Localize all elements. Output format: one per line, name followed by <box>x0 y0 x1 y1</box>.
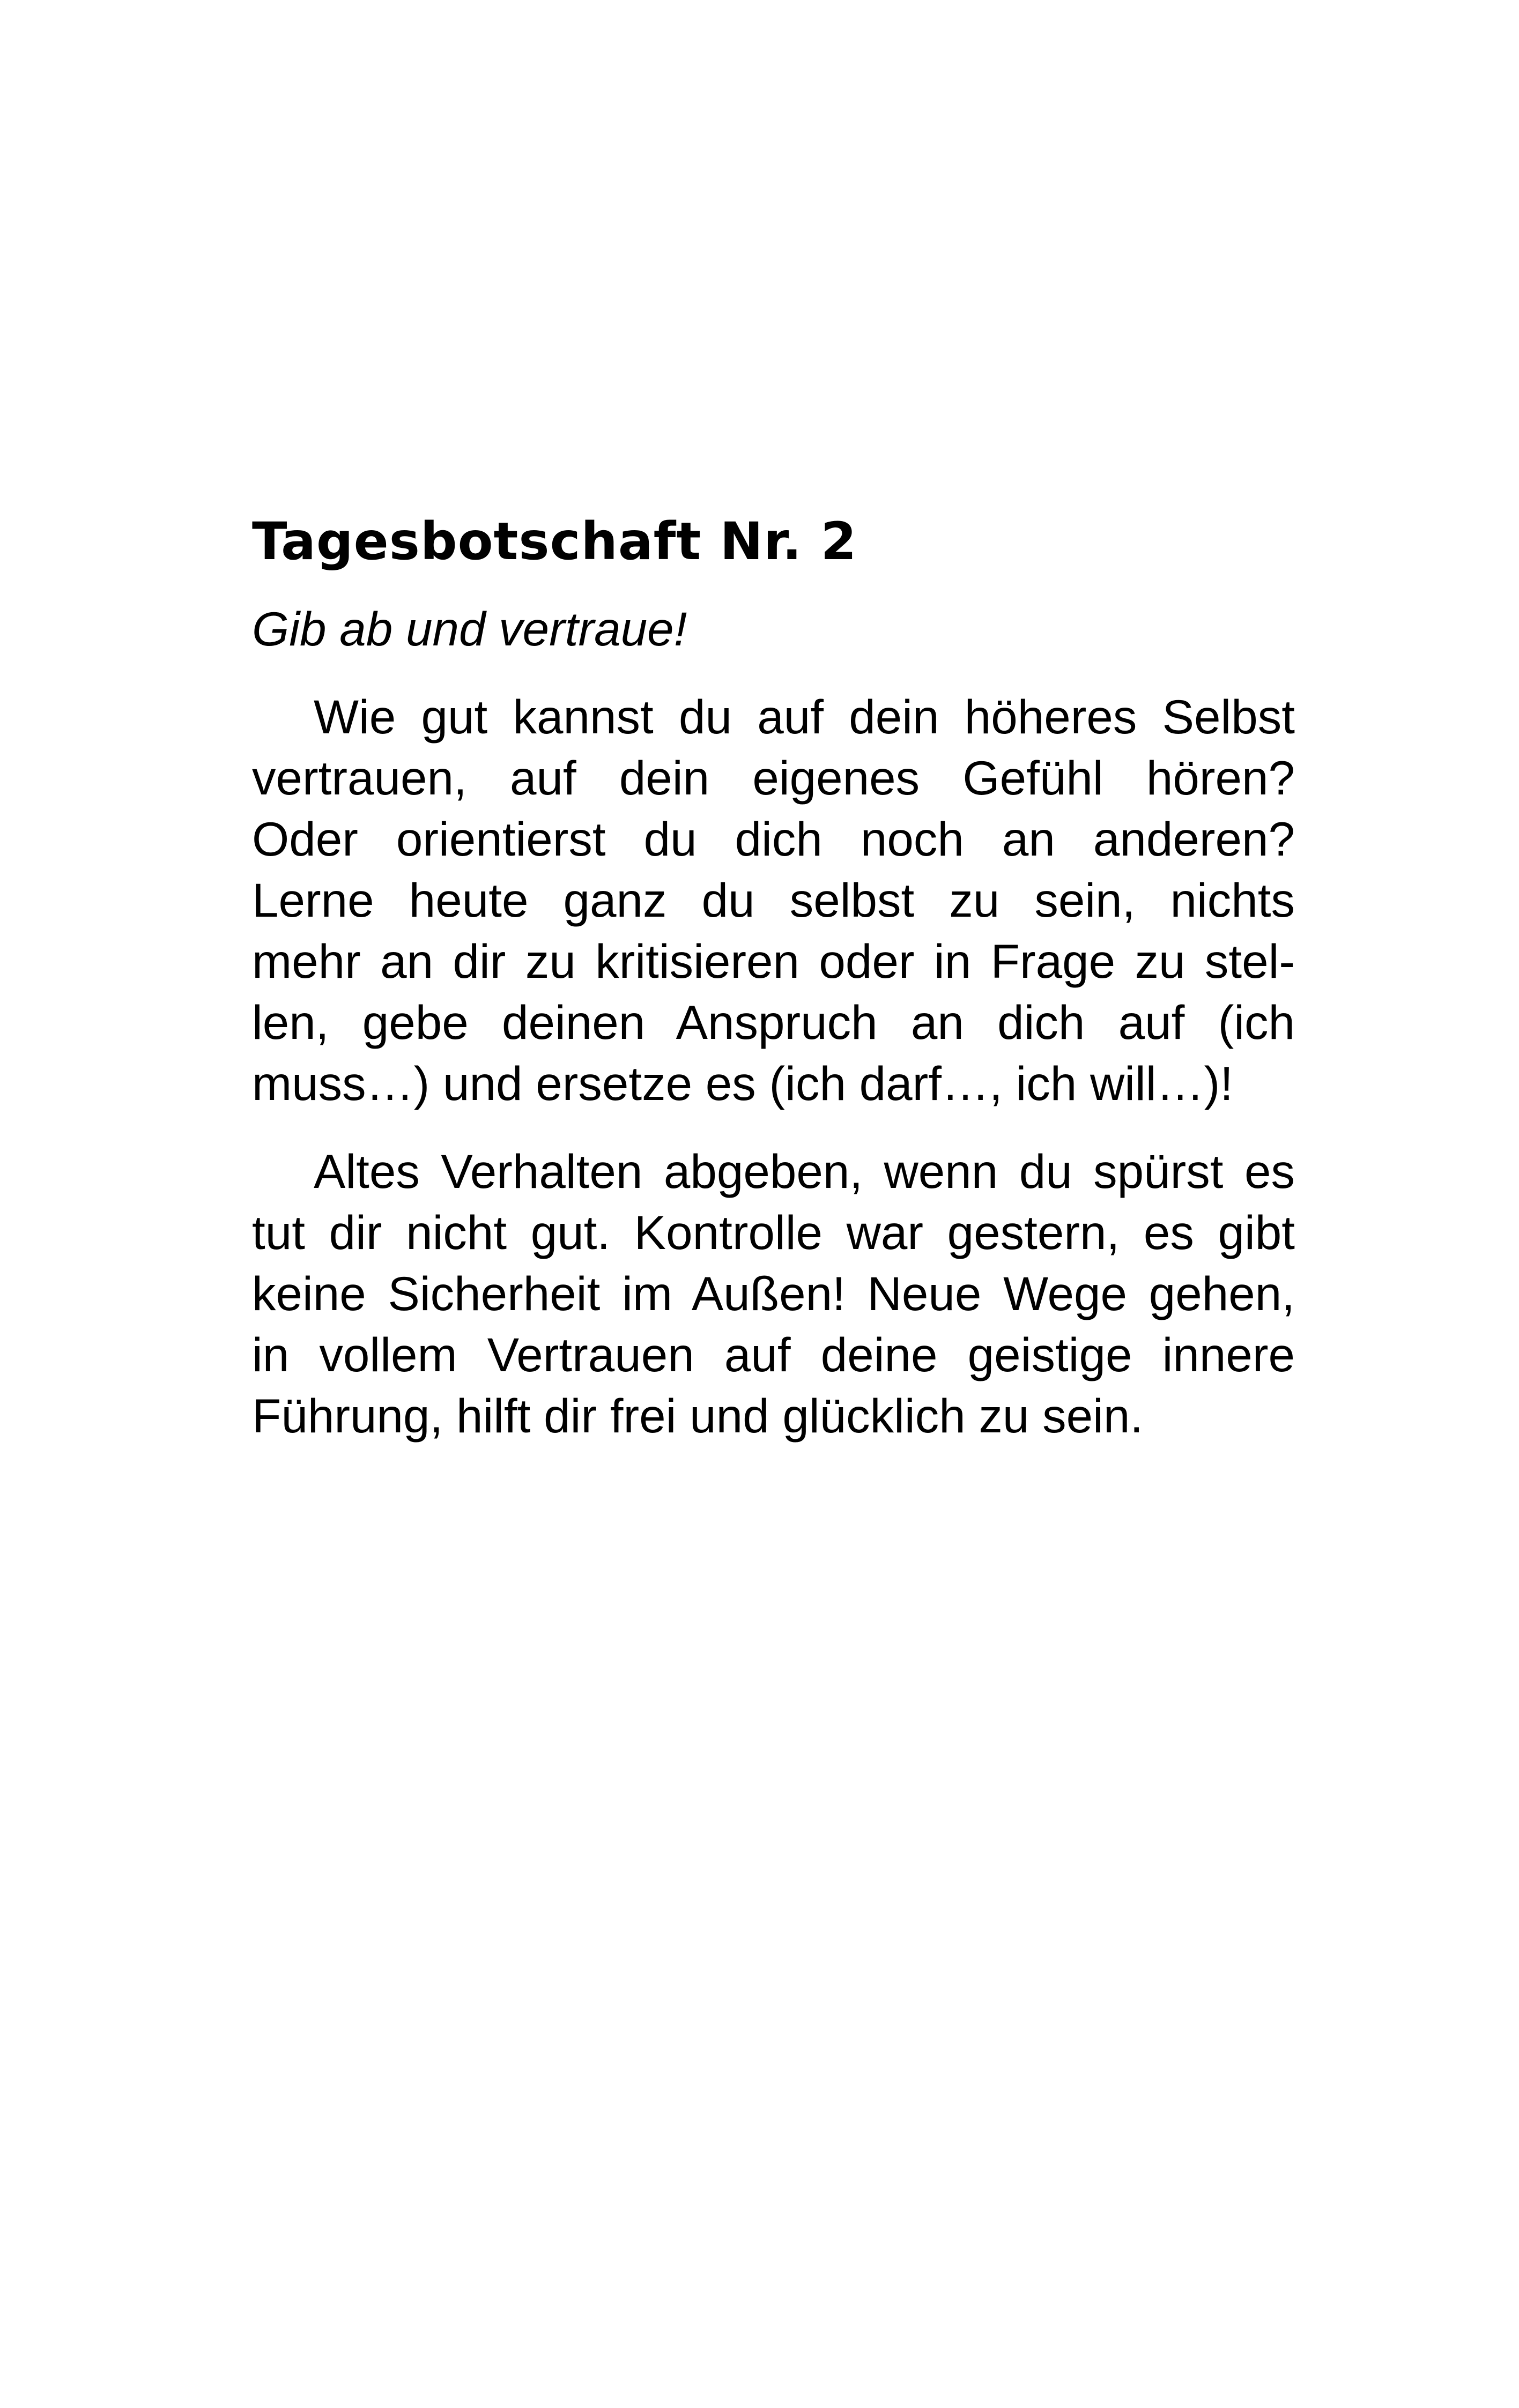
paragraph-1-line: len, gebe deinen Anspruch an dich auf (ich <box>252 995 1295 1049</box>
paragraph-1-line: Oder orientierst du dich noch an anderen? <box>252 812 1295 866</box>
paragraph-1 <box>190 686 1295 1114</box>
paragraph-1-line: Wie gut kannst du auf dein höheres Selbst <box>314 690 1295 744</box>
paragraph-1-line: Lerne heute ganz du selbst zu sein, nichts <box>252 873 1295 927</box>
paragraph-2-line: keine Sicherheit im Außen! Neue Wege gehen, <box>252 1267 1295 1320</box>
paragraph-2-line: Altes Verhalten abgeben, wenn du spürst es <box>314 1144 1295 1198</box>
page-content <box>190 509 1295 1446</box>
page-title: Tagesbotschaft Nr. 2 <box>252 511 857 571</box>
page-subtitle: Gib ab und vertraue! <box>252 602 687 656</box>
paragraph-1-line: muss…) und ersetze es (ich darf…, ich will…)! <box>252 1057 1233 1110</box>
paragraph-2 <box>190 1141 1295 1446</box>
paragraph-1-line: mehr an dir zu kritisieren oder in Frage zu stel- <box>252 934 1295 988</box>
paragraph-1-line: vertrauen, auf dein eigenes Gefühl hören? <box>252 751 1295 805</box>
paragraph-2-line: tut dir nicht gut. Kontrolle war gestern, es gibt <box>252 1206 1295 1259</box>
paragraph-2-line: in vollem Vertrauen auf deine geistige innere <box>252 1328 1295 1381</box>
paragraph-2-line: Führung, hilft dir frei und glücklich zu sein. <box>252 1389 1144 1443</box>
